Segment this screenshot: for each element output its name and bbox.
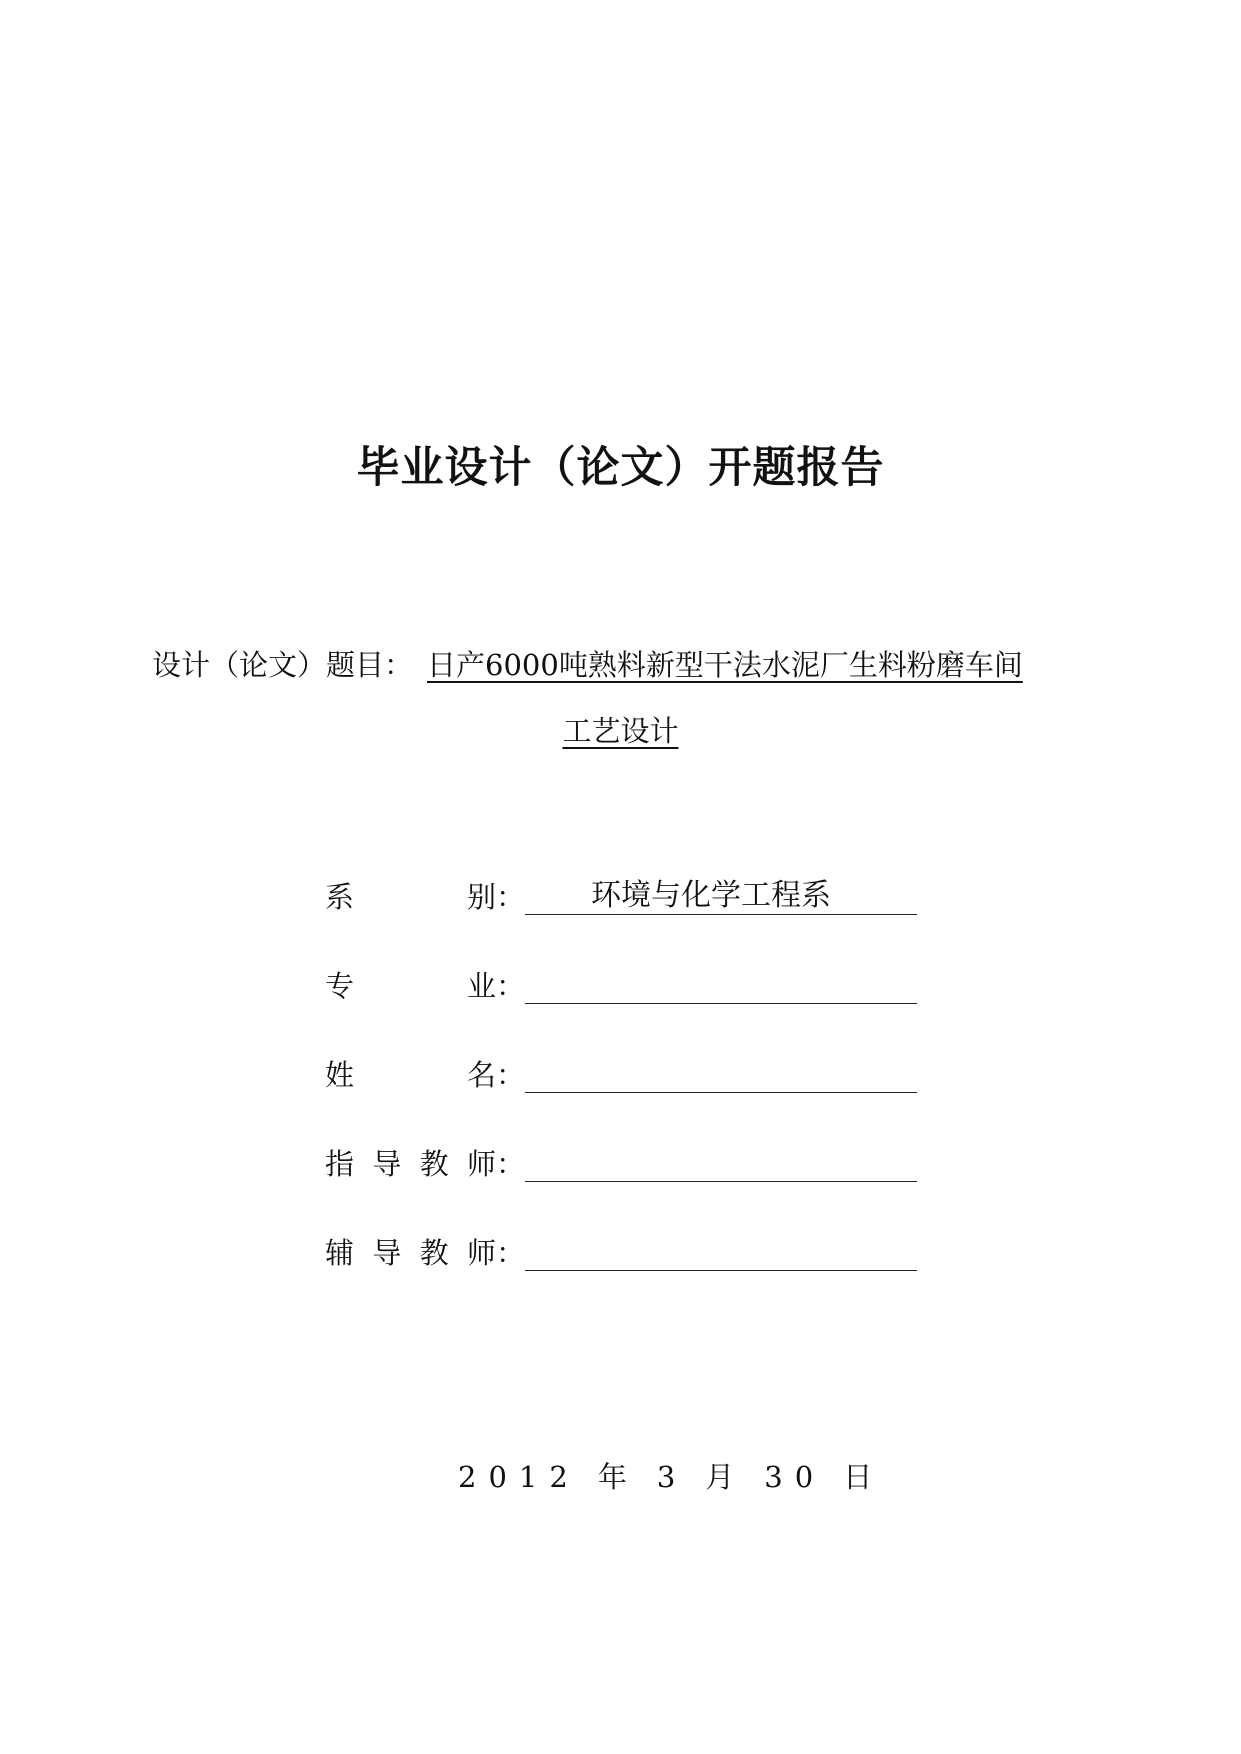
date-year-unit: 年: [597, 1460, 639, 1494]
advisor-field: [525, 1145, 917, 1182]
label-char: 名：: [466, 1058, 525, 1092]
department-field: [525, 878, 917, 915]
date-year: 2012: [458, 1460, 580, 1494]
page-title: 毕业设计（论文）开题报告: [356, 443, 885, 493]
label-char: 师：: [466, 1236, 525, 1270]
label-char: 辅: [325, 1236, 355, 1270]
assistant-advisor-label: [325, 1228, 525, 1278]
label-char: 指: [325, 1147, 355, 1181]
label-char: 导: [372, 1147, 402, 1181]
topic-label: 设计（论文）题目：: [152, 648, 414, 682]
date-month: 3: [656, 1460, 688, 1494]
topic-value-line2: 工艺设计: [562, 714, 679, 748]
name-label: [325, 1050, 525, 1100]
label-char: 师：: [466, 1147, 525, 1181]
label-char: 教: [419, 1236, 449, 1270]
label-char: 业：: [466, 969, 525, 1003]
department-label: [325, 872, 525, 922]
label-char: 别：: [466, 880, 525, 914]
date-day: 30: [764, 1460, 826, 1494]
topic-value-line1: 日产6000吨熟料新型干法水泥厂生料粉磨车间: [427, 648, 1023, 682]
major-label: [325, 961, 525, 1011]
date-month-unit: 月: [705, 1460, 747, 1494]
name-field: [525, 1056, 917, 1093]
department-value: 环境与化学工程系: [591, 878, 831, 913]
label-char: 姓: [325, 1058, 355, 1092]
date-row: [458, 1452, 884, 1502]
label-char: 导: [372, 1236, 402, 1270]
assistant-advisor-field: [525, 1234, 917, 1271]
topic-row: [152, 640, 1023, 690]
topic-row-continued: [0, 706, 1241, 756]
label-char: 教: [419, 1147, 449, 1181]
date-day-unit: 日: [843, 1460, 885, 1494]
label-char: 专: [325, 969, 355, 1003]
advisor-label: [325, 1139, 525, 1189]
label-char: 系: [325, 880, 355, 914]
major-field: [525, 967, 917, 1004]
